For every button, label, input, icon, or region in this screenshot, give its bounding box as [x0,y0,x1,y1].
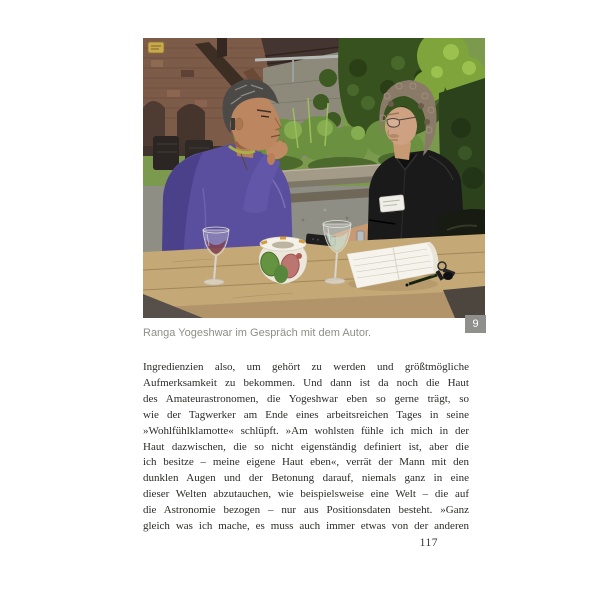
body-line: Aufmerksamkeit zu bekommen. Und dann ist da noch die Haut [143,376,469,389]
photo [143,38,485,318]
photo-illustration [143,38,485,318]
wall-sign [148,42,164,53]
body-line: die Astronomie bezogen – nur aus Positionsdaten besteht. »Ganz [143,504,469,517]
figure-caption: Ranga Yogeshwar im Gespräch mit dem Autor. [143,327,372,339]
body-line: ich besitze – meine eigene Haut eben«, verrät der Mann mit den [143,456,469,469]
body-line: »Wohlfühlklamotte« schlüpft. »Am wohlsten fühle ich mich in der [143,424,469,437]
body-line: gleich was ich mache, es muss auch immer etwas von der anderen [143,520,469,533]
body-line: des Amateurastronomen, die Yogeshwar eben so gerne trägt, so [143,392,469,405]
body-line: Ingredienzien also, um gehört zu werden und größtmögliche [143,361,469,373]
body-text [143,360,469,535]
page-number: 117 [419,537,438,549]
figure-number-badge: 9 [465,315,486,333]
body-line: dunklen Augen und der Betonung darauf, niemals ganz in eine [143,472,469,485]
body-line: wie der Tagwerker am Ende eines arbeitsreichen Tages in seine [143,408,469,421]
body-line: dieser Welten abzutauchen, wie beispielsweise eine Welt – die auf [143,488,469,501]
body-line: Haut dazwischen, die so nicht eigenständig definiert ist, aber die [143,440,469,453]
